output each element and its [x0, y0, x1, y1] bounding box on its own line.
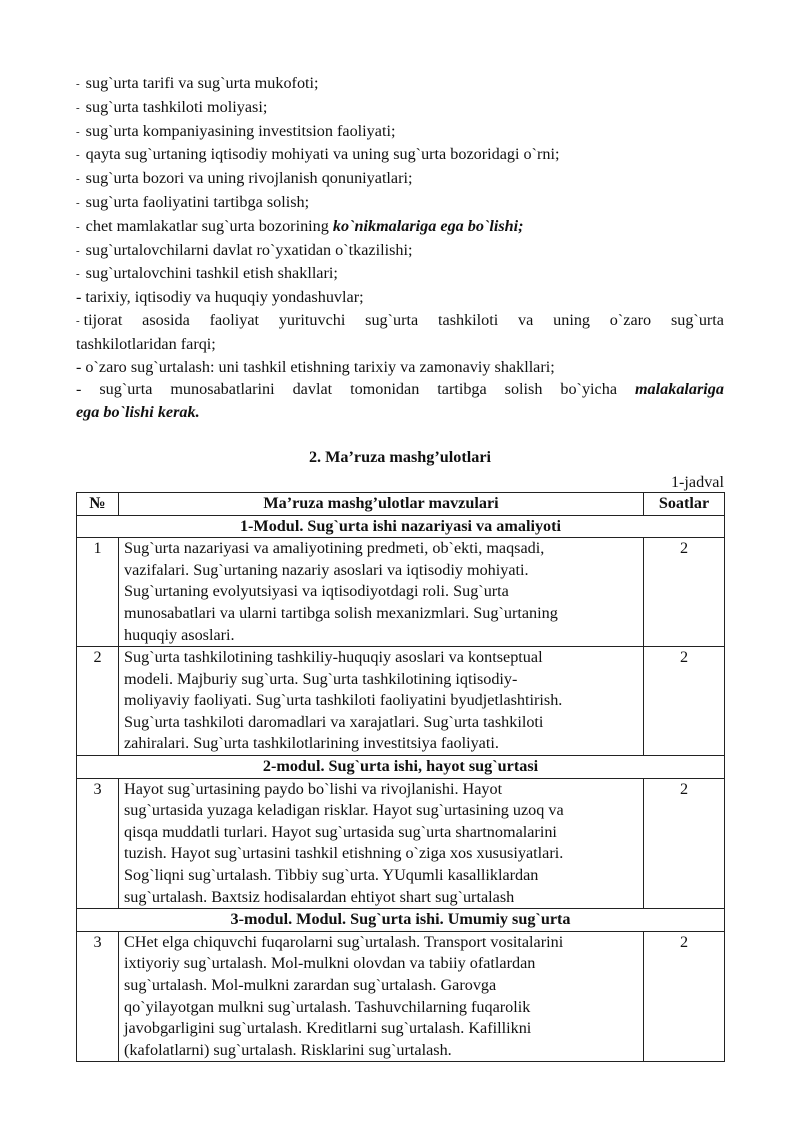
list-item-text: sug`urtalovchini tashkil etish shakllari; [85, 264, 338, 283]
topic-line: CHet elga chiquvchi fuqarolarni sug`urtalash. Transport vositalarini [124, 932, 564, 951]
list-item-text: sug`urta kompaniyasining investitsion faoliyati; [85, 121, 396, 140]
topic-line: zahiralari. Sug`urta tashkilotlarining investitsiya faoliyati. [124, 734, 499, 753]
table-row [77, 931, 725, 1062]
bullet-dash: - [76, 268, 80, 281]
row-topic [119, 538, 644, 647]
row-hours: 2 [644, 647, 725, 756]
topic-line: Sug`urta tashkilotining tashkiliy-huquqiy asoslari va kontseptual [124, 648, 543, 667]
topic-line: vazifalari. Sug`urtaning nazariy asoslari va iqtisodiy mohiyati. [124, 560, 529, 579]
topic-line: Hayot sug`urtasining paydo bo`lishi va rivojlanishi. Hayot [124, 779, 503, 798]
topic-line: qo`yilayotgan mulkni sug`urtalash. Tashuvchilarning fuqarolik [124, 997, 531, 1016]
list-item-text: chet mamlakatlar sug`urta bozorining [85, 216, 333, 235]
list-item-text: sug`urta tarifi va sug`urta mukofoti; [85, 74, 319, 92]
list-item-emphasis: malakalariga [634, 380, 724, 399]
list-item-continuation: tashkilotlaridan farqi; [76, 334, 216, 353]
table-label: 1-jadval [670, 472, 724, 491]
row-number: 3 [77, 778, 119, 909]
list-item [76, 239, 724, 263]
list-item-text: tijorat asosida faoliyat yurituvchi sug`urta tashkiloti va uning o`zaro sug`urta [83, 310, 724, 329]
list-item-text: sug`urtalovchilarni davlat ro`yxatidan o`tkazilishi; [85, 240, 413, 259]
topic-line: sug`urtasida yuzaga keladigan risklar. Hayot sug`urtasining uzoq va [124, 801, 564, 820]
bullet-dash: - [76, 314, 80, 327]
section-title: 2. Ma’ruza mashg’ulotlari [308, 447, 492, 466]
list-item [76, 262, 724, 286]
table-row [77, 538, 725, 647]
bullet-dash: - [76, 149, 80, 162]
table-header-row [77, 492, 725, 515]
list-item [76, 191, 724, 215]
topic-line: modeli. Majburiy sug`urta. Sug`urta tashkilotining iqtisodiy- [124, 669, 518, 688]
topic-line: (kafolatlarni) sug`urtalash. Risklarini sug`urtalash. [124, 1040, 452, 1059]
list-item [76, 378, 724, 401]
document-page [76, 72, 724, 1062]
list-item: - o`zaro sug`urtalash: uni tashkil etishning tarixiy va zamonaviy shakllari; [76, 357, 555, 376]
list-item [76, 167, 724, 191]
topic-line: huquqiy asoslari. [124, 625, 235, 644]
row-topic [119, 931, 644, 1062]
topic-line: munosabatlari va ularni tartibga solish mexanizmlari. Sug`urtaning [124, 603, 558, 622]
row-topic [119, 778, 644, 909]
list-item [76, 120, 724, 144]
bullet-list [76, 72, 724, 424]
lecture-table [76, 492, 725, 1062]
row-hours: 2 [644, 538, 725, 647]
row-topic [119, 647, 644, 756]
topic-line: sug`urtalash. Mol-mulkni zarardan sug`urtalash. Garovga [124, 976, 497, 995]
module-row [77, 515, 725, 538]
topic-line: Sug`urtaning evolyutsiyasi va iqtisodiyotdagi roli. Sug`urta [124, 582, 509, 601]
list-item-emphasis: ega bo`lishi kerak. [76, 403, 200, 422]
list-item: - tarixiy, iqtisodiy va huquqiy yondashuvlar; [76, 288, 364, 307]
row-hours: 2 [644, 778, 725, 909]
module-title: 1-Modul. Sug`urta ishi nazariyasi va amaliyoti [77, 515, 725, 538]
bullet-dash: - [76, 244, 80, 257]
module-row [77, 756, 725, 779]
topic-line: sug`urtalash. Baxtsiz hodisalardan ehtiyot shart sug`urtalash [124, 887, 515, 906]
module-title: 2-modul. Sug`urta ishi, hayot sug`urtasi [77, 756, 725, 779]
list-item [76, 143, 724, 167]
row-number: 1 [77, 538, 119, 647]
list-item-text: qayta sug`urtaning iqtisodiy mohiyati va uning sug`urta bozoridagi o`rni; [85, 145, 560, 164]
row-number: 3 [77, 931, 119, 1062]
list-item-continuation [76, 401, 724, 424]
table-row [77, 647, 725, 756]
list-item-emphasis: ko`nikmalariga ega bo`lishi; [332, 216, 524, 235]
header-hours: Soatlar [644, 492, 725, 515]
topic-line: tuzish. Hayot sug`urtasini tashkil etishning o`ziga xos xususiyatlari. [124, 844, 564, 863]
table-row [77, 778, 725, 909]
bullet-dash: - [76, 220, 80, 233]
list-item [76, 215, 724, 239]
header-topic: Ma’ruza mashg’ulotlar mavzulari [119, 492, 644, 515]
topic-line: ixtiyoriy sug`urtalash. Mol-mulkni olovdan va tabiiy ofatlardan [124, 954, 536, 973]
list-item-text: sug`urta bozori va uning rivojlanish qonuniyatlari; [85, 169, 413, 188]
bullet-dash: - [76, 173, 80, 186]
bullet-dash: - [76, 125, 80, 138]
module-title: 3-modul. Modul. Sug`urta ishi. Umumiy sug`urta [77, 909, 725, 932]
topic-line: moliyaviy faoliyati. Sug`urta tashkiloti faoliyatini byudjetlashtirish. [124, 691, 563, 710]
list-item [76, 96, 724, 120]
topic-line: javobgarligini sug`urtalash. Kreditlarni sug`urtalash. Kafillikni [124, 1019, 532, 1038]
row-number: 2 [77, 647, 119, 756]
list-item [76, 72, 724, 96]
topic-line: Sog`liqni sug`urtalash. Tibbiy sug`urta. YUqumli kasalliklardan [124, 866, 539, 885]
list-item-text: - sug`urta munosabatlarini davlat tomonidan tartibga solish bo`yicha [76, 380, 635, 399]
row-hours: 2 [644, 931, 725, 1062]
list-item [76, 309, 724, 333]
bullet-dash: - [76, 78, 80, 90]
topic-line: Sug`urta nazariyasi va amaliyotining predmeti, ob`ekti, maqsadi, [124, 539, 545, 558]
module-row [77, 909, 725, 932]
header-number: № [77, 492, 119, 515]
bullet-dash: - [76, 196, 80, 209]
topic-line: qisqa muddatli turlari. Hayot sug`urtasida sug`urta shartnomalarini [124, 822, 557, 841]
bullet-dash: - [76, 101, 80, 114]
list-item-text: sug`urta tashkiloti moliyasi; [85, 97, 268, 116]
list-item-text: sug`urta faoliyatini tartibga solish; [85, 192, 310, 211]
topic-line: Sug`urta tashkiloti daromadlari va xarajatlari. Sug`urta tashkiloti [124, 712, 544, 731]
